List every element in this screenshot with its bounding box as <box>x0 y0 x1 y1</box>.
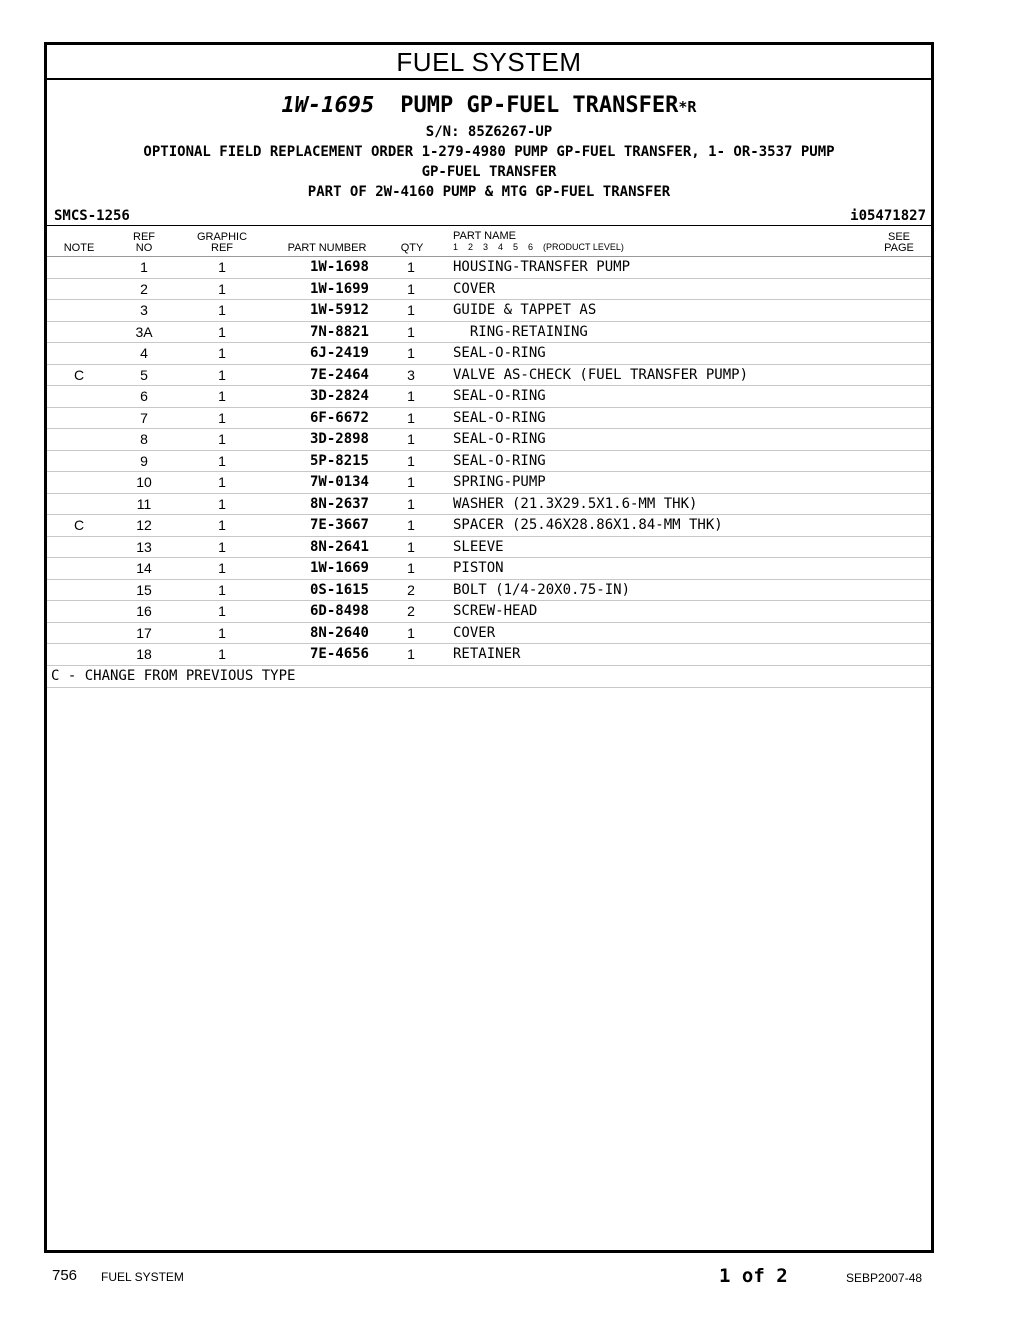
ref-no-cell: 7 <box>140 409 148 426</box>
qty-cell: 1 <box>407 517 415 533</box>
part-name-cell: SEAL-O-RING <box>453 345 546 361</box>
ref-no-cell: 5 <box>140 366 148 383</box>
parts-table-body <box>47 257 931 666</box>
graphic-ref-cell: 1 <box>218 603 226 619</box>
ref-no-cell: 2 <box>140 280 148 297</box>
qty-cell: 2 <box>407 603 415 619</box>
ref-no-cell: 12 <box>136 517 152 533</box>
part-name-cell: SPACER (25.46X28.86X1.84-MM THK) <box>453 517 723 533</box>
part-name-cell: COVER <box>453 280 496 297</box>
part-name-cell: WASHER (21.3X29.5X1.6-MM THK) <box>453 495 698 512</box>
table-row <box>47 322 931 344</box>
part-number-cell: 7E-4656 <box>309 646 369 662</box>
part-number-cell: 6F-6672 <box>309 409 369 426</box>
ref-no-cell: 16 <box>136 603 152 619</box>
note-cell: C <box>73 366 85 383</box>
col-part-name: PART NAME <box>453 230 516 242</box>
ref-no-cell: 3A <box>135 323 153 340</box>
section-title: FUEL SYSTEM <box>47 45 931 80</box>
qty-cell: 1 <box>407 431 415 447</box>
footnote-text: C - CHANGE FROM PREVIOUS TYPE <box>51 668 296 684</box>
ref-no-cell: 3 <box>140 302 148 318</box>
table-header <box>47 230 931 257</box>
graphic-ref-cell: 1 <box>218 581 226 598</box>
smcs-code: SMCS-1256 <box>54 208 130 224</box>
part-number-cell: 8N-2637 <box>309 495 369 512</box>
graphic-ref-cell: 1 <box>218 517 226 533</box>
part-name-cell: SEAL-O-RING <box>453 452 546 469</box>
ref-no-cell: 11 <box>136 495 152 512</box>
table-row <box>47 601 931 623</box>
part-name-cell: SPRING-PUMP <box>453 474 546 490</box>
group-header <box>47 80 931 202</box>
qty-cell: 1 <box>407 646 415 662</box>
qty-cell: 3 <box>407 366 415 383</box>
part-name-cell: VALVE AS-CHECK (FUEL TRANSFER PUMP) <box>453 366 749 383</box>
graphic-ref-cell: 1 <box>218 345 226 361</box>
group-suffix: *R <box>678 98 697 116</box>
col-ref-top: REF <box>133 231 155 243</box>
part-number-cell: 7W-0134 <box>309 474 369 490</box>
replacement-note-line-1: OPTIONAL FIELD REPLACEMENT ORDER 1-279-4980 PUMP GP-FUEL TRANSFER, 1- OR-3537 PUMP <box>143 144 835 160</box>
graphic-ref-cell: 1 <box>218 646 226 662</box>
part-name-cell: COVER <box>453 624 496 641</box>
part-name-cell: RETAINER <box>453 646 521 662</box>
group-part-name: PUMP GP-FUEL TRANSFER <box>400 93 679 118</box>
ref-no-cell: 8 <box>140 431 148 447</box>
ref-no-cell: 6 <box>140 388 148 404</box>
group-title <box>47 90 931 122</box>
qty-cell: 1 <box>407 409 415 426</box>
part-number-cell: 6J-2419 <box>309 345 369 361</box>
ref-no-cell: 14 <box>136 560 152 576</box>
qty-cell: 1 <box>407 624 415 641</box>
graphic-ref-cell: 1 <box>218 302 226 318</box>
qty-cell: 1 <box>407 495 415 512</box>
col-part-number: PART NUMBER <box>287 242 367 254</box>
parts-page-frame <box>44 42 934 1253</box>
qty-cell: 2 <box>407 581 415 598</box>
table-row <box>47 365 931 387</box>
illustration-id: i05471827 <box>850 208 926 224</box>
qty-cell: 1 <box>407 538 415 555</box>
graphic-ref-cell: 1 <box>218 323 226 340</box>
table-row <box>47 343 931 365</box>
part-number-cell: 7N-8821 <box>309 323 369 340</box>
qty-cell: 1 <box>407 302 415 318</box>
part-name-cell: BOLT (1/4-20X0.75-IN) <box>453 581 631 598</box>
graphic-ref-cell: 1 <box>218 388 226 404</box>
ref-no-cell: 18 <box>136 646 152 662</box>
note-cell: C <box>73 517 85 533</box>
part-name-cell: HOUSING-TRANSFER PUMP <box>453 259 631 275</box>
table-row <box>47 580 931 602</box>
part-name-cell: SEAL-O-RING <box>453 409 546 426</box>
graphic-ref-cell: 1 <box>218 280 226 297</box>
col-graphic-bottom: REF <box>211 242 233 254</box>
part-number-cell: 8N-2640 <box>309 624 369 641</box>
qty-cell: 1 <box>407 345 415 361</box>
document-id: SEBP2007-48 <box>846 1271 923 1285</box>
table-row <box>47 429 931 451</box>
part-number-cell: 1W-5912 <box>309 302 369 318</box>
table-row <box>47 537 931 559</box>
qty-cell: 1 <box>407 474 415 490</box>
part-number-cell: 1W-1698 <box>309 259 369 275</box>
part-name-cell: SCREW-HEAD <box>453 603 538 619</box>
graphic-ref-cell: 1 <box>218 366 226 383</box>
table-row <box>47 386 931 408</box>
table-row <box>47 623 931 645</box>
table-row <box>47 494 931 516</box>
ref-no-cell: 4 <box>140 345 148 361</box>
graphic-ref-cell: 1 <box>218 474 226 490</box>
qty-cell: 1 <box>407 560 415 576</box>
col-ref-bottom: NO <box>135 242 153 254</box>
col-note: NOTE <box>63 242 95 254</box>
graphic-ref-cell: 1 <box>218 560 226 576</box>
ref-no-cell: 15 <box>136 581 152 598</box>
table-row <box>47 558 931 580</box>
part-number-cell: 3D-2824 <box>309 388 369 404</box>
serial-range: S/N: 85Z6267-UP <box>425 124 553 140</box>
ref-no-cell: 1 <box>140 259 148 275</box>
table-row <box>47 257 931 279</box>
part-name-cell: SLEEVE <box>453 538 504 555</box>
table-row <box>47 451 931 473</box>
graphic-ref-cell: 1 <box>218 431 226 447</box>
smcs-row <box>47 205 931 226</box>
footnote <box>47 665 931 688</box>
ref-no-cell: 10 <box>136 474 152 490</box>
part-number-cell: 1W-1669 <box>309 560 369 576</box>
ref-no-cell: 17 <box>136 624 152 641</box>
col-see-top: SEE <box>887 231 910 243</box>
part-name-cell: SEAL-O-RING <box>453 431 546 447</box>
col-see-bottom: PAGE <box>884 242 914 254</box>
qty-cell: 1 <box>407 323 415 340</box>
part-name-cell: GUIDE & TAPPET AS <box>453 302 597 318</box>
graphic-ref-cell: 1 <box>218 538 226 555</box>
col-qty: QTY <box>400 242 424 254</box>
graphic-ref-cell: 1 <box>218 259 226 275</box>
graphic-ref-cell: 1 <box>218 452 226 469</box>
table-row <box>47 279 931 301</box>
table-row <box>47 515 931 537</box>
qty-cell: 1 <box>407 259 415 275</box>
ref-no-cell: 9 <box>140 452 148 469</box>
replacement-note-line-2: GP-FUEL TRANSFER <box>421 164 557 180</box>
col-product-levels: 1 2 3 4 5 6 (PRODUCT LEVEL) <box>453 242 624 252</box>
ref-no-cell: 13 <box>136 538 152 555</box>
part-number-cell: 0S-1615 <box>309 581 369 598</box>
table-row <box>47 644 931 666</box>
part-name-cell: SEAL-O-RING <box>453 388 546 404</box>
page-number: 756 <box>52 1267 78 1284</box>
part-number-cell: 8N-2641 <box>309 538 369 555</box>
part-number-cell: 3D-2898 <box>309 431 369 447</box>
part-number-cell: 6D-8498 <box>309 603 369 619</box>
table-row <box>47 408 931 430</box>
group-part-number: 1W-1695 <box>281 93 375 118</box>
col-graphic-top: GRAPHIC <box>196 231 248 243</box>
graphic-ref-cell: 1 <box>218 624 226 641</box>
table-row <box>47 300 931 322</box>
part-name-cell: PISTON <box>453 560 504 576</box>
page-footer <box>0 1265 1020 1289</box>
part-number-cell: 1W-1699 <box>309 280 369 297</box>
part-number-cell: 7E-3667 <box>309 517 369 533</box>
table-row <box>47 472 931 494</box>
qty-cell: 1 <box>407 388 415 404</box>
qty-cell: 1 <box>407 280 415 297</box>
footer-section: FUEL SYSTEM <box>101 1270 184 1284</box>
part-number-cell: 7E-2464 <box>309 366 369 383</box>
graphic-ref-cell: 1 <box>218 495 226 512</box>
part-number-cell: 5P-8215 <box>309 452 369 469</box>
graphic-ref-cell: 1 <box>218 409 226 426</box>
qty-cell: 1 <box>407 452 415 469</box>
page-of: 1 of 2 <box>719 1265 788 1287</box>
part-of-line: PART OF 2W-4160 PUMP & MTG GP-FUEL TRANSFER <box>307 184 671 200</box>
part-name-cell: RING-RETAINING <box>453 323 588 340</box>
